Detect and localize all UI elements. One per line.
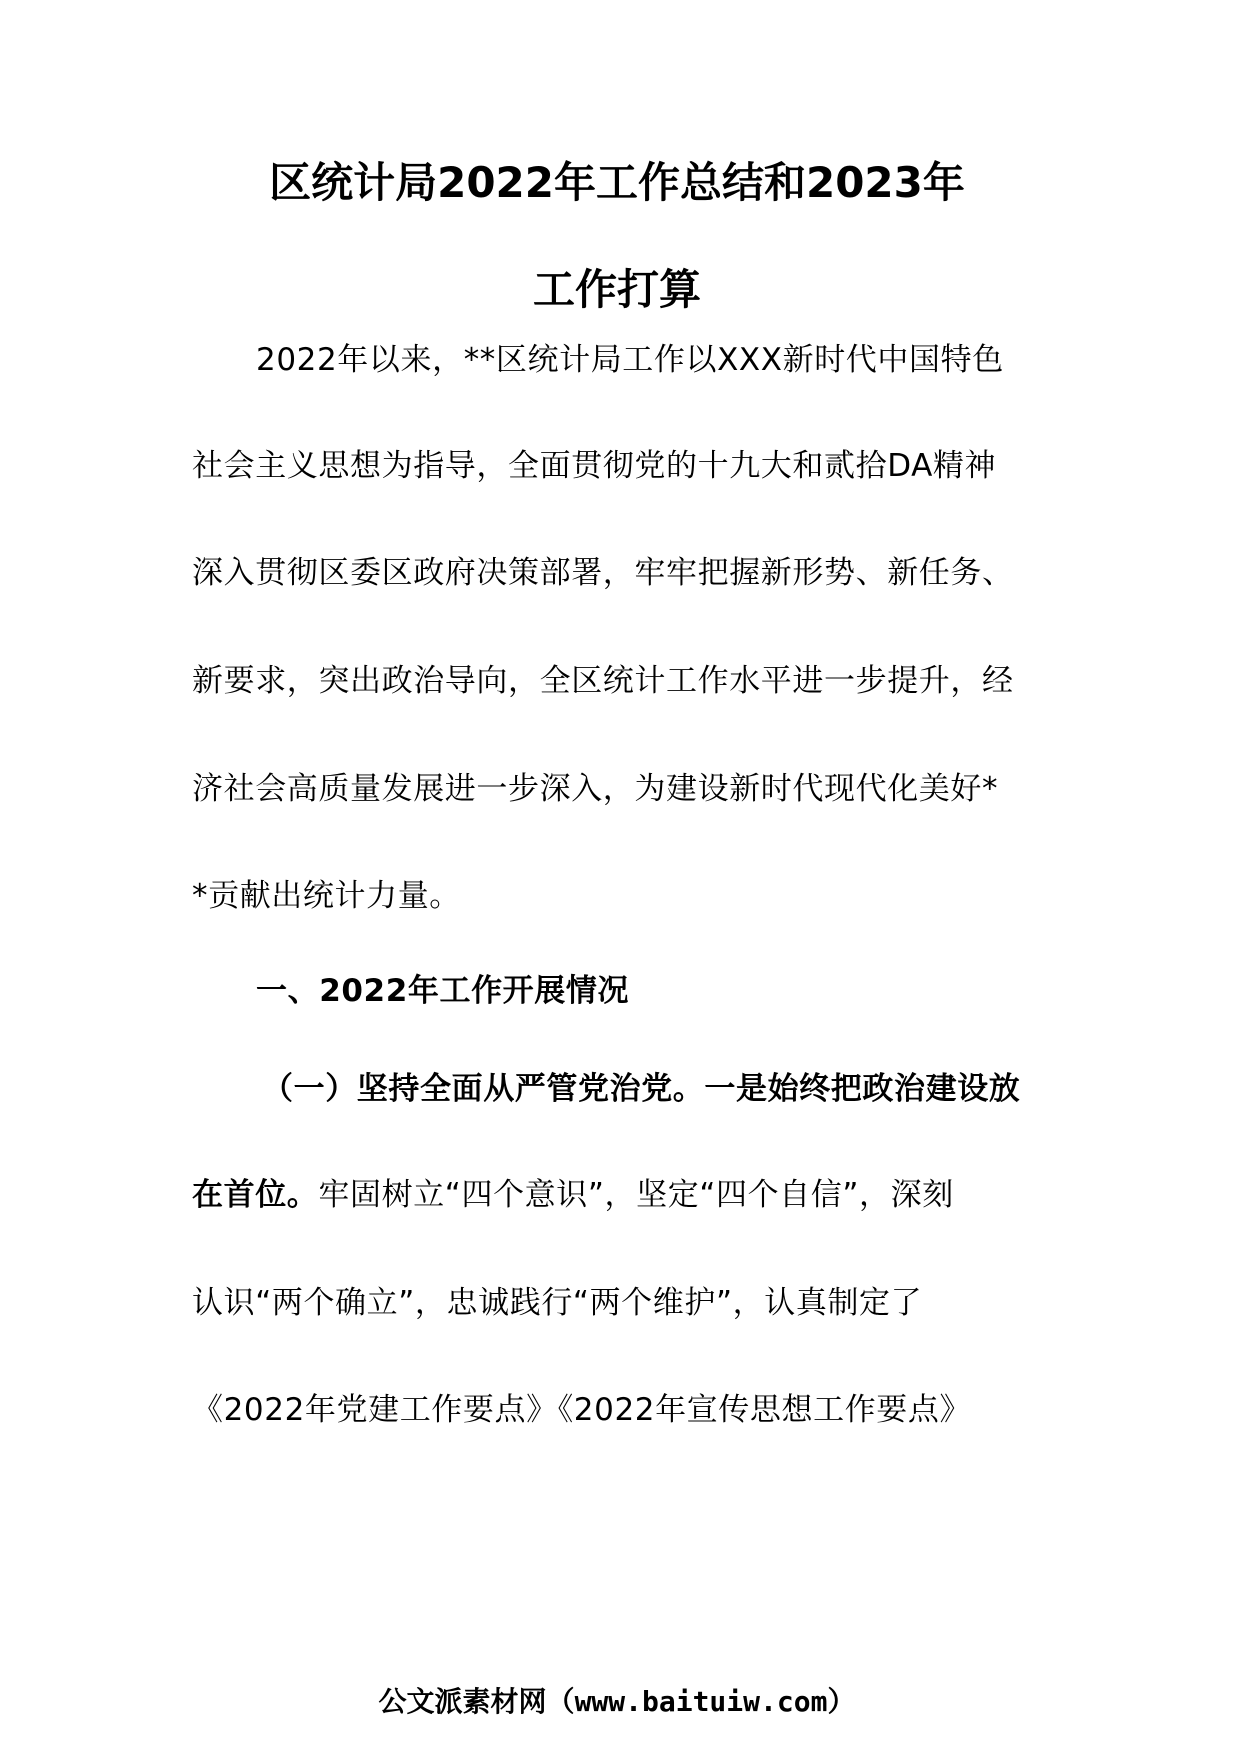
paragraph-line [192, 1175, 1072, 1215]
paragraph-line: 认识“两个确立”，忠诚践行“两个维护”，认真制定了 [192, 1285, 923, 1321]
subsection-heading: （一）坚持全面从严管党治党。一是始终把政治建设放 [262, 1071, 1021, 1107]
paragraph-line: 《2022年党建工作要点》《2022年宣传思想工作要点》 [192, 1392, 972, 1428]
section-heading: 一、2022年工作开展情况 [256, 973, 630, 1009]
paragraph-line: 新要求，突出政治导向，全区统计工作水平进一步提升，经 [192, 663, 1014, 699]
footer-watermark [0, 1682, 1234, 1722]
document-title-line-1: 区统计局2022年工作总结和2023年 [269, 158, 965, 207]
document-title-line-2: 工作打算 [532, 265, 701, 314]
footer-site-name: 公文派素材网 [378, 1685, 547, 1718]
inline-bold-text: 在首位。 [192, 1177, 319, 1213]
paragraph-line: *贡献出统计力量。 [192, 878, 461, 914]
inline-text: 牢固树立“四个意识”，坚定“四个自信”，深刻 [318, 1177, 954, 1213]
paragraph-line: 深入贯彻区委区政府决策部署，牢牢把握新形势、新任务、 [192, 555, 1014, 591]
paragraph-line: 济社会高质量发展进一步深入，为建设新时代现代化美好* [192, 771, 999, 807]
paragraph-line: 2022年以来，**区统计局工作以XXX新时代中国特色 [256, 342, 1004, 378]
footer-paren-close: ） [827, 1685, 856, 1718]
paragraph-line: 社会主义思想为指导，全面贯彻党的十九大和贰拾DA精神 [192, 448, 997, 484]
footer-paren-open: （ [546, 1685, 575, 1718]
footer-url: www.baituiw.com [574, 1685, 828, 1718]
